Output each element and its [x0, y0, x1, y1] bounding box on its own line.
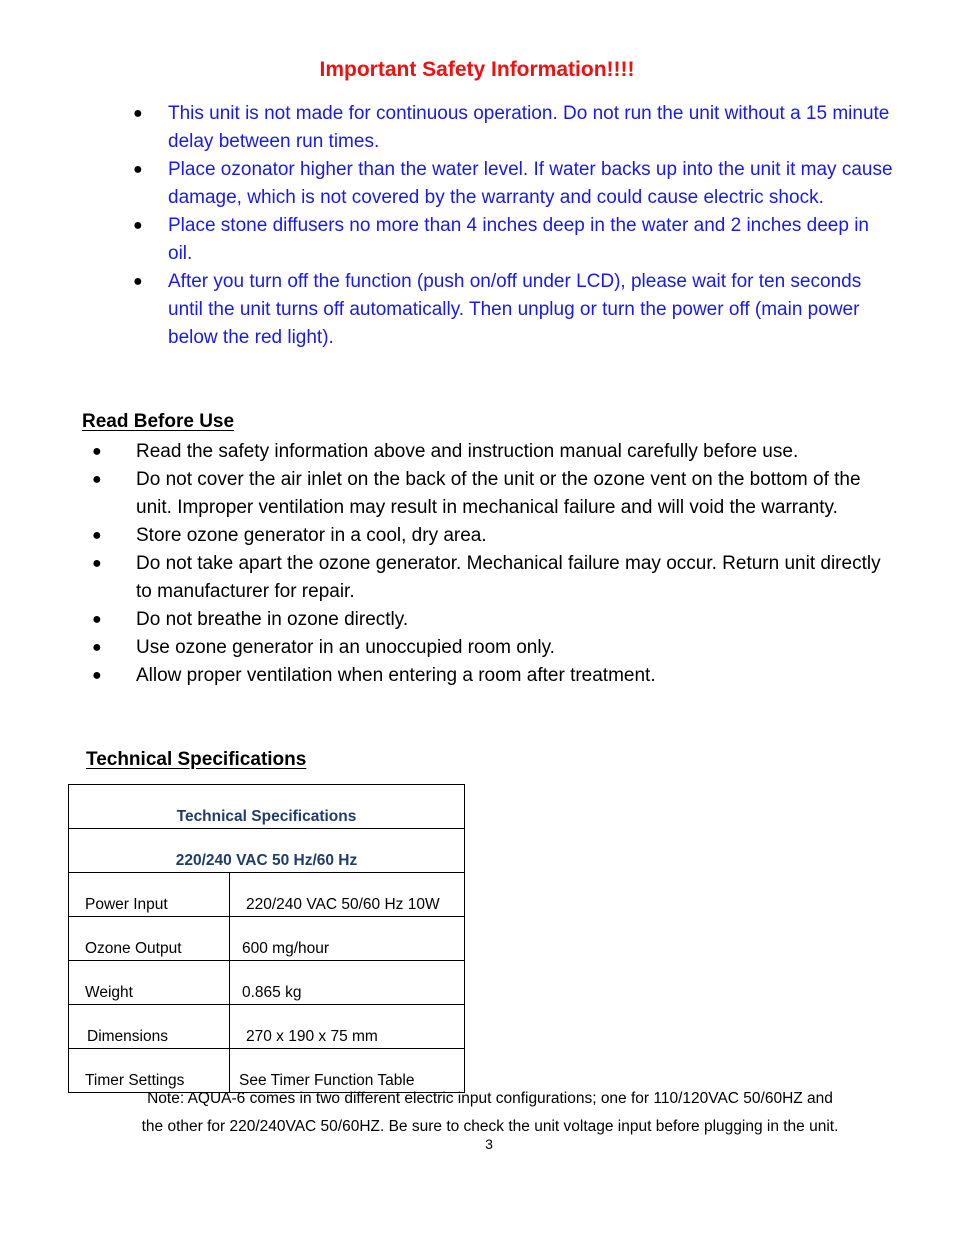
bullet-icon: ● — [133, 217, 143, 234]
read-item-text: Read the safety information above and instruction manual carefully before use. — [136, 441, 799, 462]
spec-value: See Timer Function Table — [230, 1049, 465, 1093]
safety-item — [0, 268, 954, 352]
bullet-icon: ● — [92, 667, 102, 684]
spec-label: Power Input — [69, 873, 230, 917]
spec-value: 0.865 kg — [230, 961, 465, 1005]
spec-value: 270 x 190 x 75 mm — [230, 1005, 465, 1049]
read-item — [0, 522, 954, 550]
read-item — [0, 662, 954, 690]
tech-specs-heading: Technical Specifications — [86, 749, 307, 770]
spec-value: 220/240 VAC 50/60 Hz 10W — [230, 873, 465, 917]
page-number: 3 — [485, 1136, 493, 1152]
voltage-note — [0, 1085, 954, 1141]
bullet-icon: ● — [133, 161, 143, 178]
spec-label: Dimensions — [69, 1005, 230, 1049]
read-before-use-heading: Read Before Use — [82, 411, 235, 432]
read-item — [0, 550, 954, 606]
table-subheader-row — [69, 829, 465, 873]
safety-item — [0, 212, 954, 268]
read-item-text: Do not take apart the ozone generator. Mechanical failure may occur. Return unit directly to manufacturer for repair. — [136, 553, 881, 602]
read-item — [0, 634, 954, 662]
table-subtitle: 220/240 VAC 50 Hz/60 Hz — [69, 829, 465, 873]
bullet-icon: ● — [133, 105, 143, 122]
read-item — [0, 606, 954, 634]
bullet-icon: ● — [92, 555, 102, 572]
read-item-text: Do not breathe in ozone directly. — [136, 609, 409, 630]
safety-item — [0, 100, 954, 156]
read-before-use-list — [0, 438, 954, 690]
table-header-row — [69, 785, 465, 829]
safety-item-text: Place stone diffusers no more than 4 inches deep in the water and 2 inches deep in oil. — [168, 215, 869, 264]
safety-item — [0, 156, 954, 212]
read-item — [0, 466, 954, 522]
bullet-icon: ● — [133, 273, 143, 290]
safety-item-text: This unit is not made for continuous operation. Do not run the unit without a 15 minute delay between run times. — [168, 103, 890, 152]
table-title: Technical Specifications — [69, 785, 465, 829]
read-item-text: Do not cover the air inlet on the back of the unit or the ozone vent on the bottom of the unit. Improper ventilation may result in mechanical failure and will void the warranty. — [136, 469, 861, 518]
safety-list — [0, 100, 954, 352]
bullet-icon: ● — [92, 443, 102, 460]
read-item-text: Store ozone generator in a cool, dry area. — [136, 525, 487, 546]
spec-label: Timer Settings — [69, 1049, 230, 1093]
bullet-icon: ● — [92, 471, 102, 488]
note-line: the other for 220/240VAC 50/60HZ. Be sure to check the unit voltage input before plugging in the unit. — [141, 1118, 839, 1135]
safety-item-text: After you turn off the function (push on/off under LCD), please wait for ten seconds until the unit turns off automatically. Then unplug or turn the power off (main power below the red light). — [168, 271, 862, 348]
note-line: Note: AQUA-6 comes in two different electric input configurations; one for 110/120VAC 50/60HZ and — [147, 1090, 833, 1107]
spec-value: 600 mg/hour — [230, 917, 465, 961]
bullet-icon: ● — [92, 527, 102, 544]
table-row — [69, 917, 465, 961]
spec-label: Ozone Output — [69, 917, 230, 961]
spec-label: Weight — [69, 961, 230, 1005]
safety-title: Important Safety Information!!!! — [319, 58, 635, 81]
table-row — [69, 1005, 465, 1049]
read-item-text: Allow proper ventilation when entering a room after treatment. — [136, 665, 656, 686]
safety-item-text: Place ozonator higher than the water level. If water backs up into the unit it may cause damage, which is not covered by the warranty and could cause electric shock. — [168, 159, 893, 208]
read-item — [0, 438, 954, 466]
bullet-icon: ● — [92, 611, 102, 628]
read-item-text: Use ozone generator in an unoccupied room only. — [136, 637, 555, 658]
table-row — [69, 873, 465, 917]
tech-specs-table — [68, 784, 465, 1093]
table-row — [69, 961, 465, 1005]
bullet-icon: ● — [92, 639, 102, 656]
